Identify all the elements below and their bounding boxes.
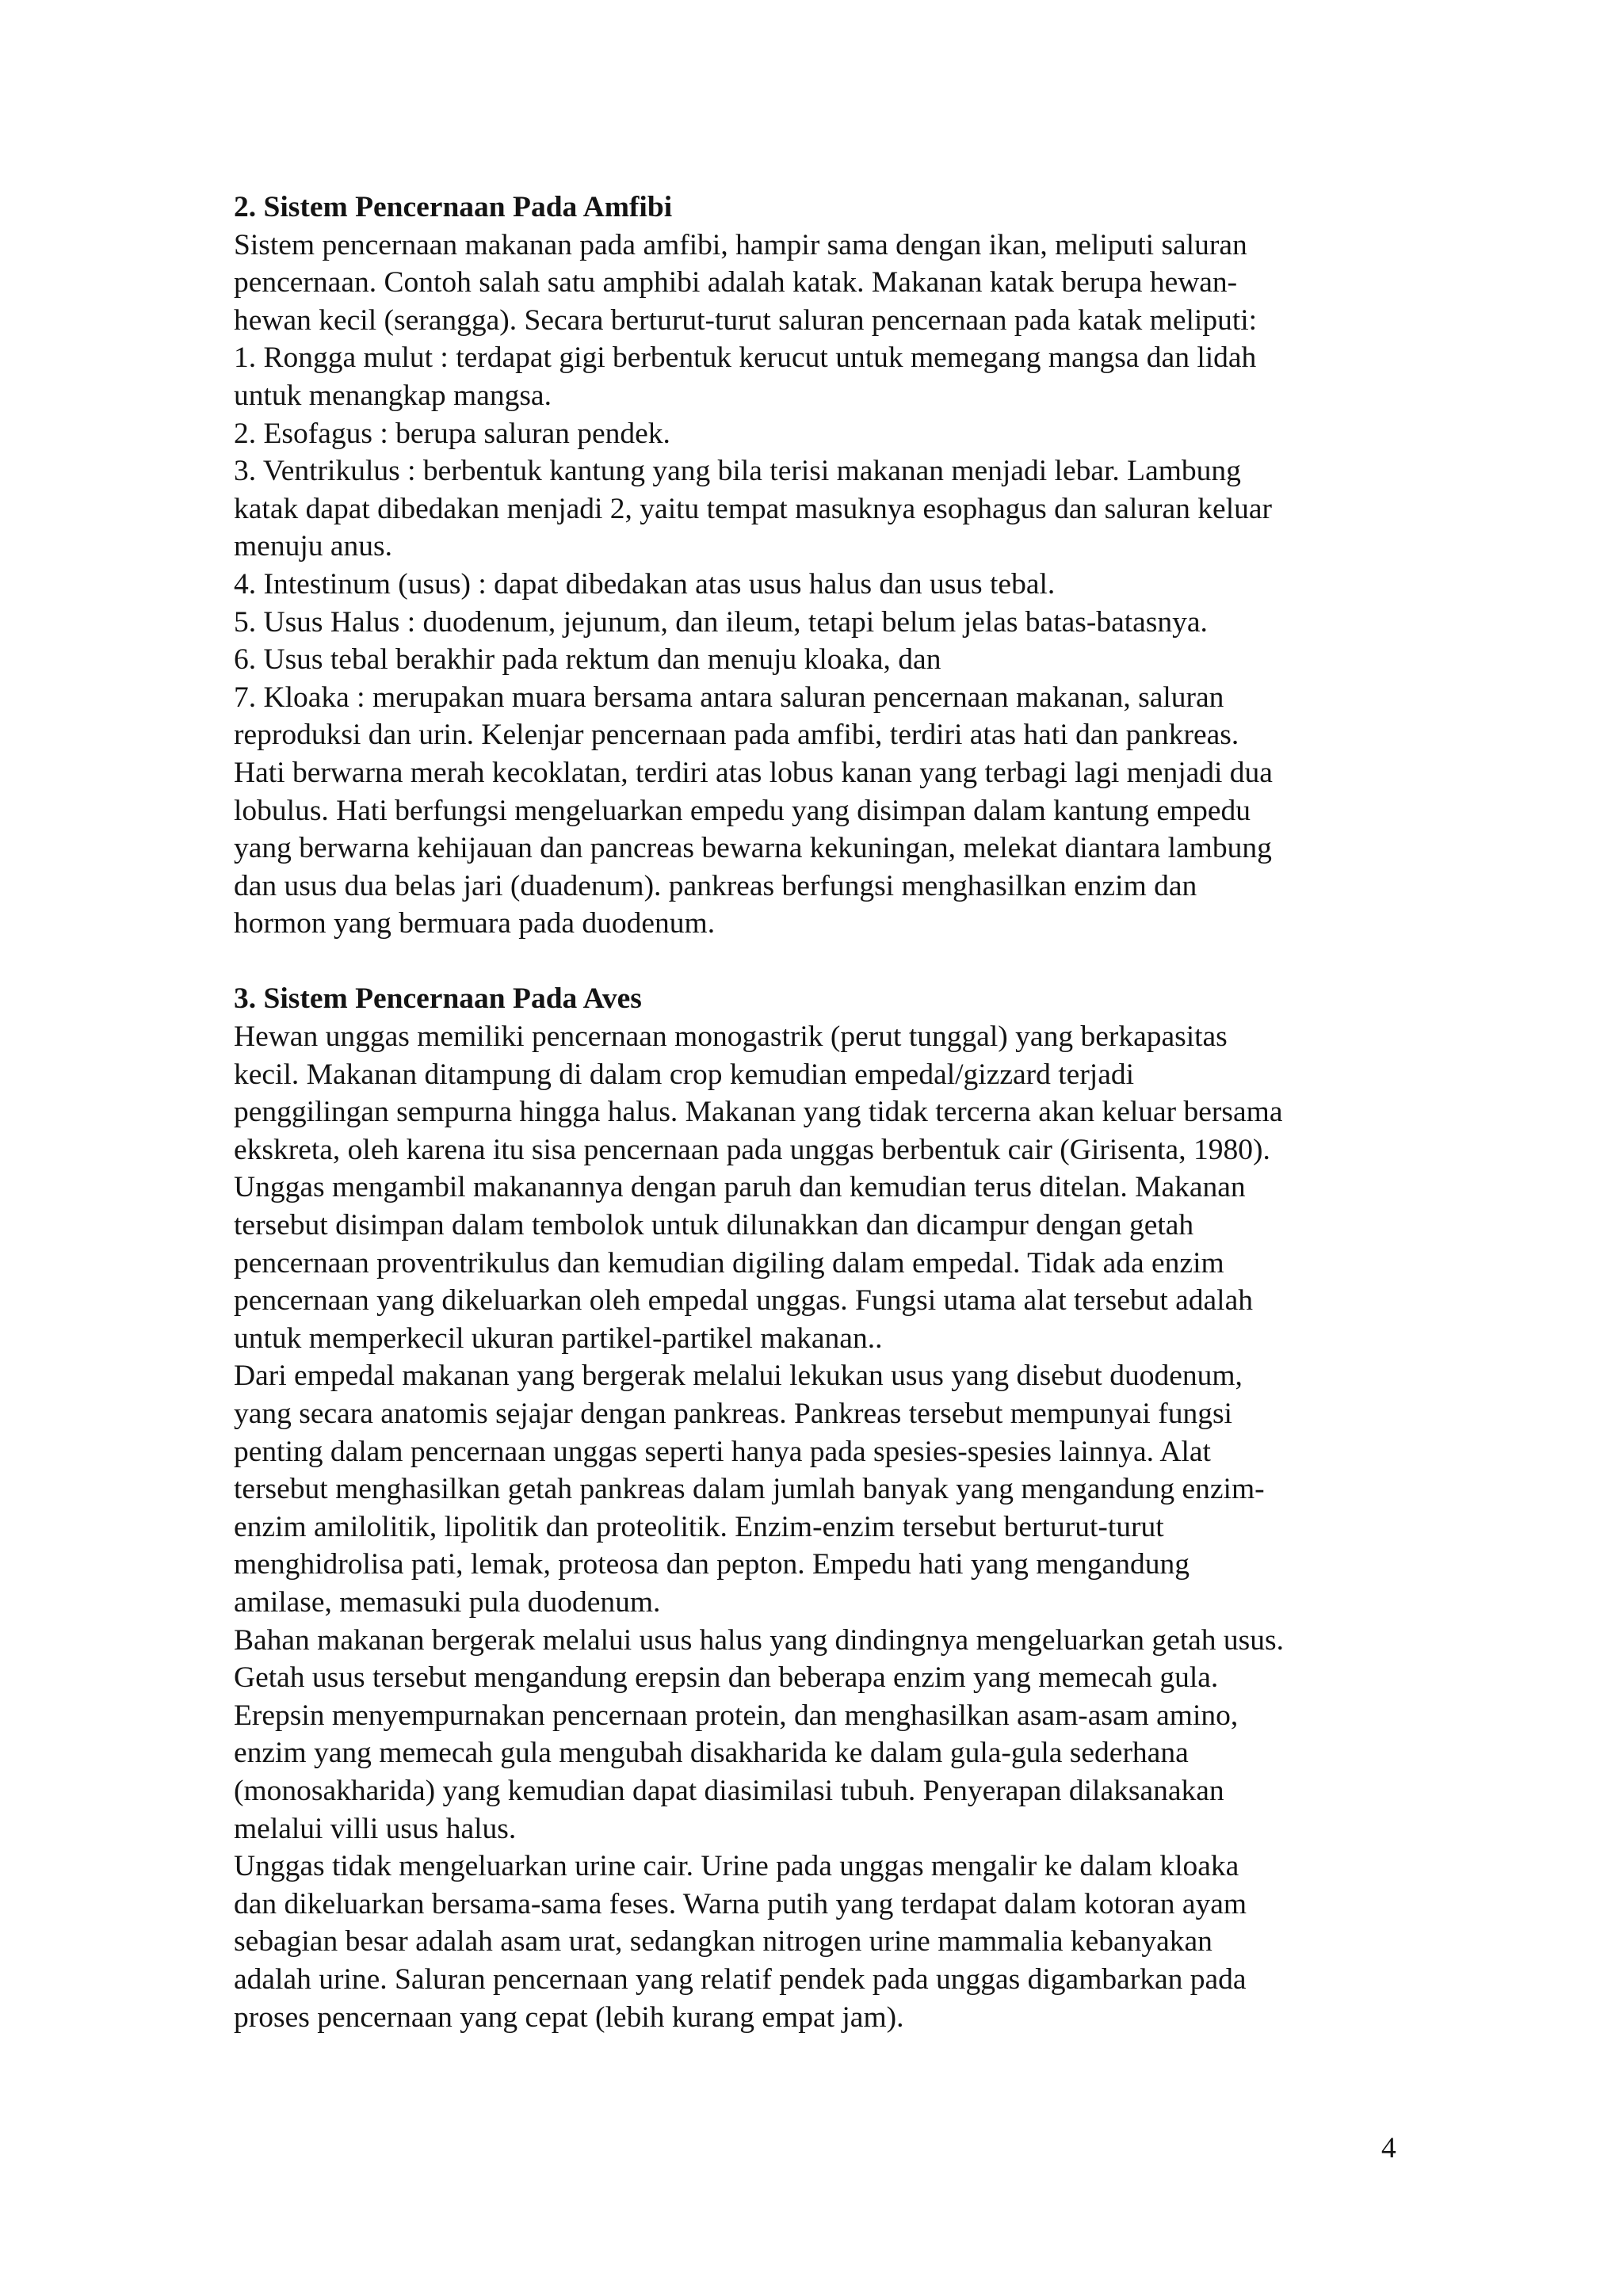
text-line: Bahan makanan bergerak melalui usus halus yang dindingnya mengeluarkan getah usus. [234,1623,1284,1657]
document-page [234,189,1423,2036]
text-line: Erepsin menyempurnakan pencernaan protein, dan menghasilkan asam-asam amino, [234,1699,1239,1732]
text-line: penting dalam pencernaan unggas seperti hanya pada spesies-spesies lainnya. Alat [234,1435,1211,1468]
text-line: tersebut menghasilkan getah pankreas dalam jumlah banyak yang mengandung enzim- [234,1473,1265,1506]
section-heading: 2. Sistem Pencernaan Pada Amfibi [234,191,673,223]
text-line: yang secara anatomis sejajar dengan pankreas. Pankreas tersebut mempunyai fungsi [234,1398,1232,1430]
text-line: 3. Ventrikulus : berbentuk kantung yang bila terisi makanan menjadi lebar. Lambung [234,455,1241,488]
text-line: untuk memperkecil ukuran partikel-partikel makanan.. [234,1322,883,1355]
text-line: 4. Intestinum (usus) : dapat dibedakan atas usus halus dan usus tebal. [234,567,1056,601]
text-line: Unggas tidak mengeluarkan urine cair. Urine pada unggas mengalir ke dalam kloaka [234,1850,1239,1883]
text-line: pencernaan. Contoh salah satu amphibi adalah katak. Makanan katak berupa hewan- [234,266,1238,299]
text-line: menghidrolisa pati, lemak, proteosa dan pepton. Empedu hati yang mengandung [234,1548,1190,1581]
section-amfibi [234,189,1423,943]
text-line: enzim yang memecah gula mengubah disakharida ke dalam gula-gula sederhana [234,1737,1189,1770]
text-line: untuk menangkap mangsa. [234,379,552,412]
text-line: pencernaan yang dikeluarkan oleh empedal unggas. Fungsi utama alat tersebut adalah [234,1284,1253,1318]
text-line: melalui villi usus halus. [234,1812,517,1845]
text-line: Hewan unggas memiliki pencernaan monogastrik (perut tunggal) yang berkapasitas [234,1020,1228,1054]
section-heading: 3. Sistem Pencernaan Pada Aves [234,982,642,1016]
text-line: pencernaan proventrikulus dan kemudian digiling dalam empedal. Tidak ada enzim [234,1246,1224,1280]
text-line: penggilingan sempurna hingga halus. Makanan yang tidak tercerna akan keluar bersama [234,1096,1283,1129]
text-line: proses pencernaan yang cepat (lebih kurang empat jam). [234,2000,904,2034]
text-line: Unggas mengambil makanannya dengan paruh dan kemudian terus ditelan. Makanan [234,1171,1246,1204]
text-line: 7. Kloaka : merupakan muara bersama antara saluran pencernaan makanan, saluran [234,681,1224,714]
text-line: enzim amilolitik, lipolitik dan proteolitik. Enzim-enzim tersebut berturut-turut [234,1510,1164,1543]
text-line: hormon yang bermuara pada duodenum. [234,907,716,940]
text-line: tersebut disimpan dalam tembolok untuk dilunakkan dan dicampur dengan getah [234,1209,1194,1242]
text-line: menuju anus. [234,530,392,563]
text-line: Getah usus tersebut mengandung erepsin dan beberapa enzim yang memecah gula. [234,1661,1219,1695]
text-line: katak dapat dibedakan menjadi 2, yaitu tempat masuknya esophagus dan saluran keluar [234,492,1272,525]
text-line: kecil. Makanan ditampung di dalam crop kemudian empedal/gizzard terjadi [234,1058,1135,1091]
text-line: lobulus. Hati berfungsi mengeluarkan empedu yang disimpan dalam kantung empedu [234,794,1251,827]
text-line: 6. Usus tebal berakhir pada rektum dan menuju kloaka, dan [234,643,941,677]
text-line: amilase, memasuki pula duodenum. [234,1585,661,1619]
text-line: (monosakharida) yang kemudian dapat diasimilasi tubuh. Penyerapan dilaksanakan [234,1774,1224,1807]
text-line: Hati berwarna merah kecoklatan, terdiri atas lobus kanan yang terbagi lagi menjadi dua [234,756,1273,789]
section-body [234,1018,1423,2036]
text-line: reproduksi dan urin. Kelenjar pencernaan pada amfibi, terdiri atas hati dan pankreas. [234,719,1239,752]
text-line: 5. Usus Halus : duodenum, jejunum, dan ileum, tetapi belum jelas batas-batasnya. [234,605,1208,639]
text-line: 2. Esofagus : berupa saluran pendek. [234,417,670,450]
text-line: yang berwarna kehijauan dan pancreas bewarna kekuningan, melekat diantara lambung [234,832,1272,865]
text-line: dan dikeluarkan bersama-sama feses. Warna putih yang terdapat dalam kotoran ayam [234,1887,1247,1920]
section-aves [234,980,1423,2036]
text-line: Sistem pencernaan makanan pada amfibi, hampir sama dengan ikan, meliputi saluran [234,228,1247,261]
text-line: 1. Rongga mulut : terdapat gigi berbentuk kerucut untuk memegang mangsa dan lidah [234,341,1257,375]
text-line: dan usus dua belas jari (duadenum). pankreas berfungsi menghasilkan enzim dan [234,869,1197,902]
text-line: ekskreta, oleh karena itu sisa pencernaan pada unggas berbentuk cair (Girisenta, 1980). [234,1133,1270,1166]
text-line: sebagian besar adalah asam urat, sedangkan nitrogen urine mammalia kebanyakan [234,1925,1212,1958]
text-line: hewan kecil (serangga). Secara berturut-turut saluran pencernaan pada katak meliputi: [234,303,1258,337]
section-body [234,227,1423,943]
page-number: 4 [1381,2132,1396,2164]
text-line: Dari empedal makanan yang bergerak melalui lekukan usus yang disebut duodenum, [234,1360,1243,1393]
text-line: adalah urine. Saluran pencernaan yang relatif pendek pada unggas digambarkan pada [234,1962,1247,1996]
